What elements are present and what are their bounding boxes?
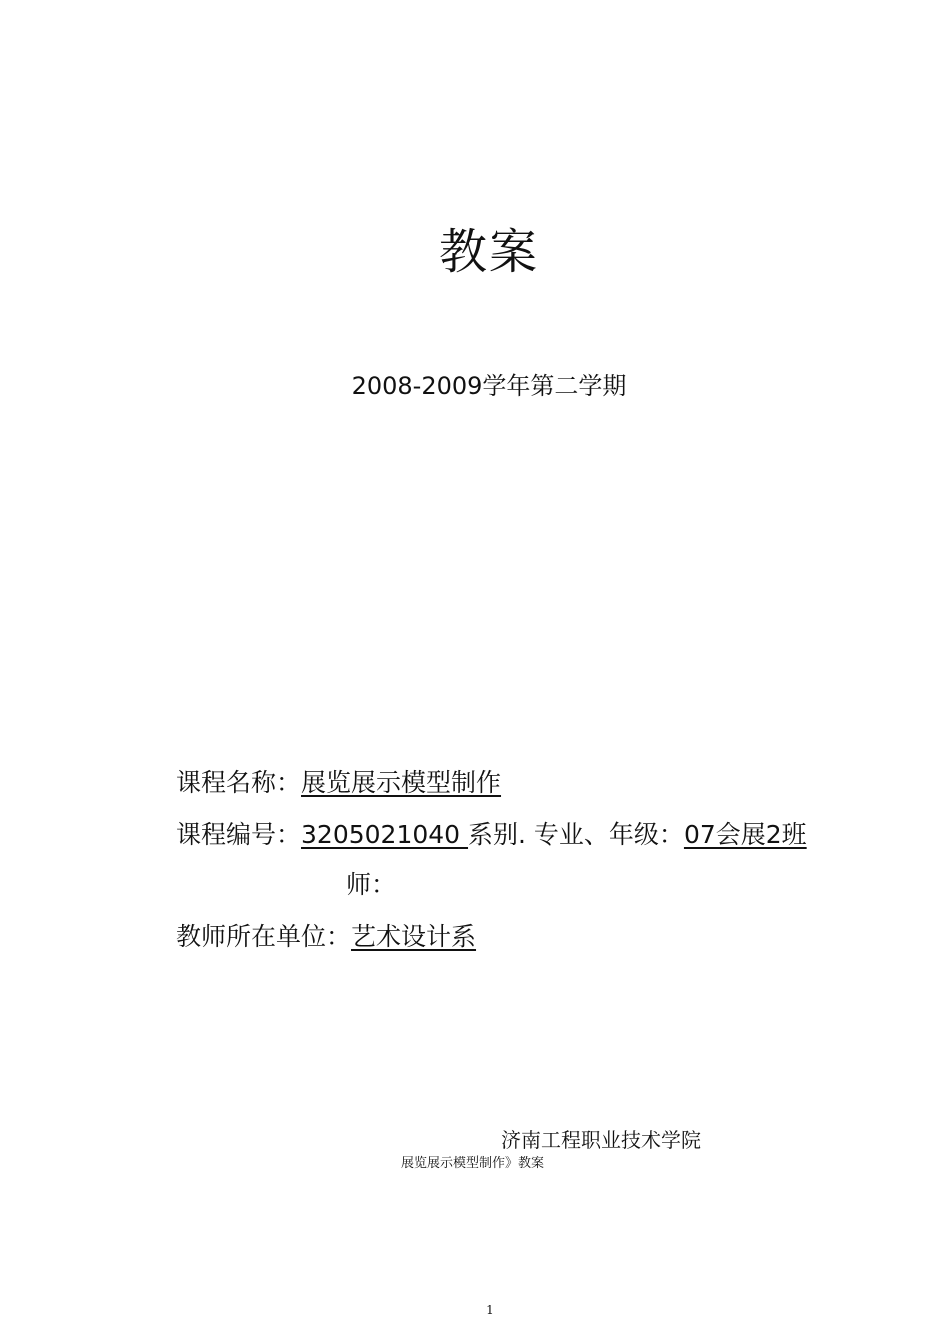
teacher-unit-row: [176, 920, 476, 954]
course-code-row: [176, 818, 807, 852]
page-number: 1: [486, 1303, 494, 1317]
footer-note: 展览展示模型制作》教案: [401, 1156, 545, 1171]
teacher-label: 师：: [346, 870, 397, 899]
course-name-value: 展览展示模型制作: [301, 768, 502, 797]
department-label: 系别. 专业、年级：: [468, 820, 684, 849]
course-name-row: [176, 766, 501, 800]
course-code-value: 3205021040: [301, 820, 469, 849]
course-code-label: 课程编号：: [176, 820, 302, 849]
teacher-unit-label: 教师所在单位：: [176, 922, 352, 951]
semester-term: 2008-2009学年第二学期: [351, 372, 627, 400]
teacher-unit-value: 艺术设计系: [351, 922, 477, 951]
document-title: 教案: [438, 224, 539, 280]
course-name-label: 课程名称：: [176, 768, 302, 797]
school-name: 济南工程职业技术学院: [501, 1128, 701, 1152]
class-value: 07会展2班: [683, 820, 807, 849]
teacher-row: [346, 868, 396, 902]
